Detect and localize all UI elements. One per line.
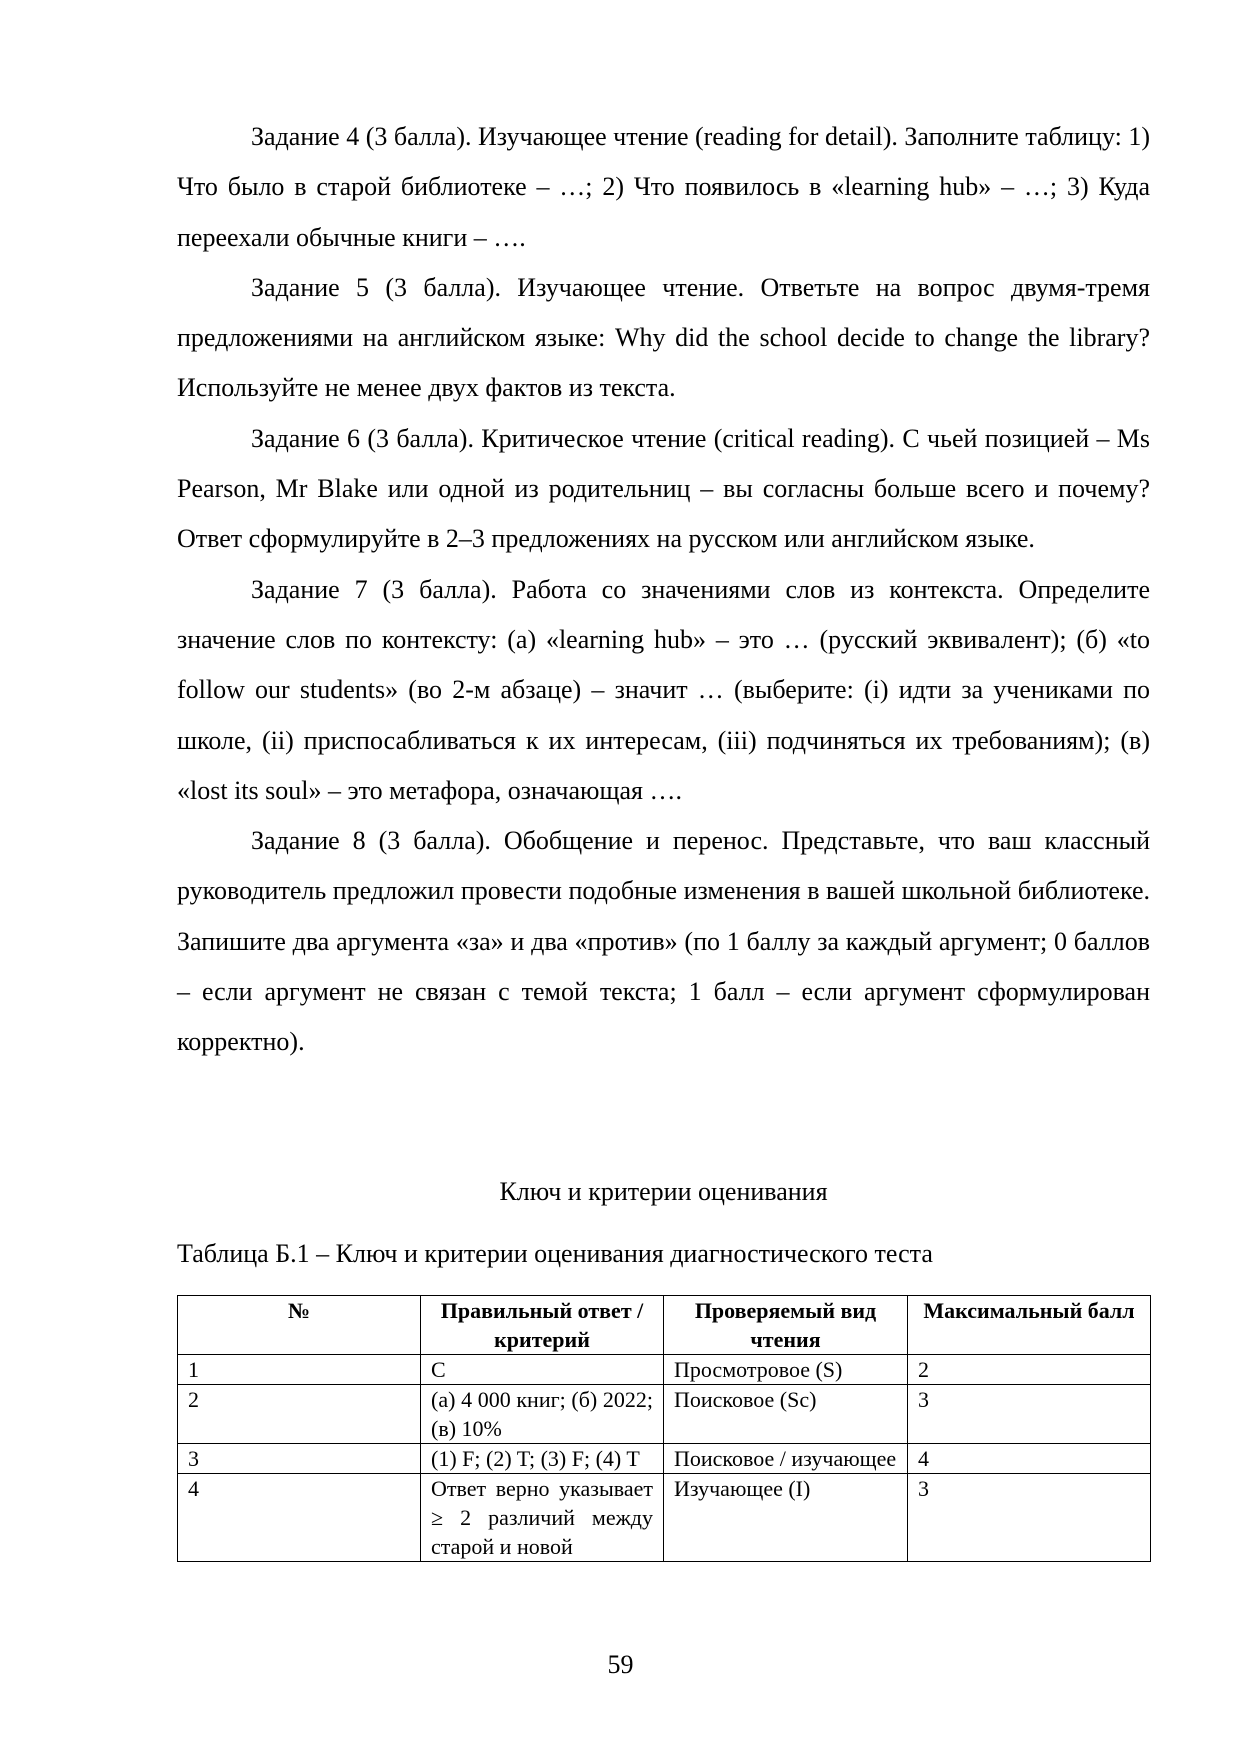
- table-row: [178, 1355, 1151, 1385]
- cell-number: 4: [178, 1474, 421, 1562]
- answer-key-table: [177, 1295, 1151, 1562]
- cell-reading-type: Поисковое (Sc): [664, 1385, 908, 1444]
- task-5-paragraph: Задание 5 (3 балла). Изучающее чтение. Ответьте на вопрос двумя-тремя предложениями на английском языке: Why did the school decide to change the library? Используйте не менее двух фактов из текста.: [177, 272, 1150, 403]
- cell-reading-type: Просмотровое (S): [664, 1355, 908, 1385]
- cell-max-score: 3: [908, 1385, 1151, 1444]
- cell-reading-type: Изучающее (I): [664, 1474, 908, 1562]
- cell-answer: C: [421, 1355, 664, 1385]
- page-number: 59: [607, 1650, 634, 1679]
- table-row: [178, 1474, 1151, 1562]
- task-text-block: [177, 112, 1150, 1068]
- cell-answer: Ответ верно указывает ≥ 2 различий между старой и новой: [421, 1474, 664, 1562]
- table-caption: Таблица Б.1 – Ключ и критерии оценивания диагностического теста: [177, 1239, 933, 1268]
- cell-max-score: 2: [908, 1355, 1151, 1385]
- header-answer-criterion: Правильный ответ / критерий: [421, 1296, 664, 1355]
- table-header-row: [178, 1296, 1151, 1355]
- task-4-paragraph: Задание 4 (3 балла). Изучающее чтение (reading for detail). Заполните таблицу: 1) Что было в старой библиотеке – …; 2) Что появилось в «learning hub» – …; 3) Куда переехали обычные книги – ….: [177, 122, 1150, 252]
- table-row: [178, 1385, 1151, 1444]
- header-reading-type: Проверяемый вид чтения: [664, 1296, 908, 1355]
- cell-max-score: 4: [908, 1444, 1151, 1474]
- cell-reading-type: Поисковое / изучающее: [664, 1444, 908, 1474]
- task-8-paragraph: Задание 8 (3 балла). Обобщение и перенос. Представьте, что ваш классный руководитель предложил провести подобные изменения в вашей школьной библиотеке. Запишите два аргумента «за» и два «против» (по 1 баллу за каждый аргумент; 0 баллов – если аргумент не связан с темой текста; 1 балл – если аргумент сформулирован корректно).: [177, 826, 1150, 1057]
- task-6-paragraph: Задание 6 (3 балла). Критическое чтение (critical reading). С чьей позицией – Ms Pearson, Mr Blake или одной из родительниц – вы согласны больше всего и почему? Ответ сформулируйте в 2–3 предложениях на русском или английском языке.: [177, 423, 1150, 554]
- cell-number: 1: [178, 1355, 421, 1385]
- table-row: [178, 1444, 1151, 1474]
- task-7-paragraph: Задание 7 (3 балла). Работа со значениями слов из контекста. Определите значение слов по контексту: (а) «learning hub» – это … (русский эквивалент); (б) «to follow our students» (во 2-м абзаце) – значит … (выберите: (i) идти за учениками по школе, (ii) приспосабливаться к их интересам, (iii) подчиняться их требованиям); (в) «lost its soul» – это метафора, означающая ….: [177, 574, 1150, 805]
- header-number: №: [178, 1296, 421, 1355]
- cell-answer: (а) 4 000 книг; (б) 2022; (в) 10%: [421, 1385, 664, 1444]
- cell-number: 3: [178, 1444, 421, 1474]
- section-heading: Ключ и критерии оценивания: [499, 1177, 828, 1206]
- cell-answer: (1) F; (2) T; (3) F; (4) T: [421, 1444, 664, 1474]
- cell-max-score: 3: [908, 1474, 1151, 1562]
- header-max-score: Максимальный балл: [908, 1296, 1151, 1355]
- cell-number: 2: [178, 1385, 421, 1444]
